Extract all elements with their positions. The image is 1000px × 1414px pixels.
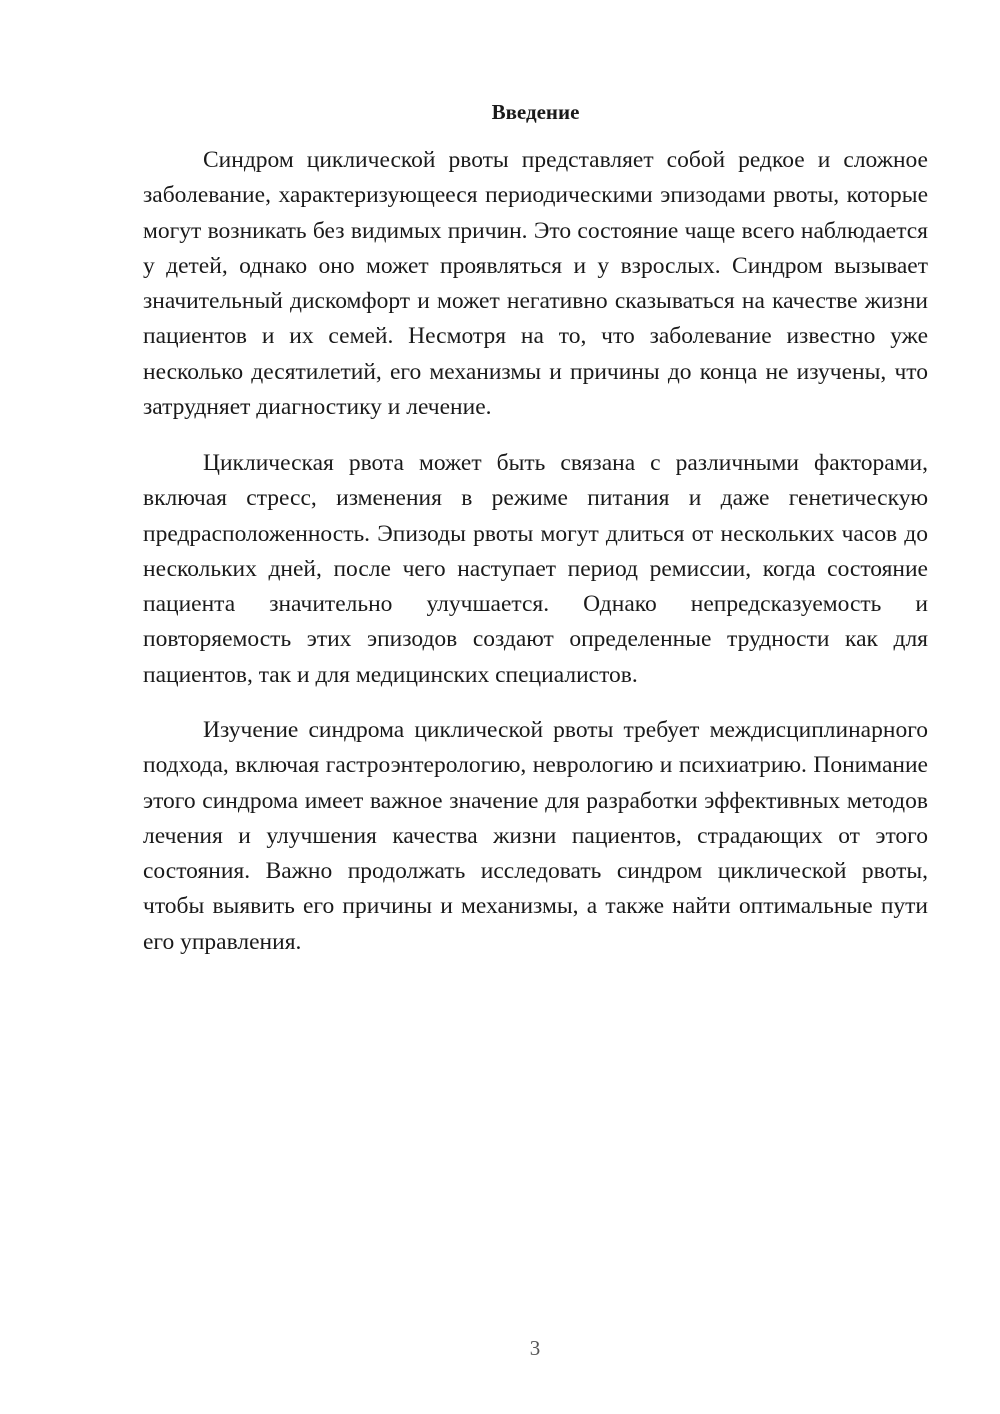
paragraph-3 <box>143 713 928 960</box>
paragraph-2 <box>143 446 928 693</box>
page-number: 3 <box>529 1336 541 1360</box>
paragraph-text: Изучение синдрома циклической рвоты требует междисциплинарного подхода, включая гастроэнтерологию, неврологию и психиатрию. Понимание этого синдрома имеет важное значение для разработки эффективных методов лечения и улучшения качества жизни пациентов, страдающих от этого состояния. Важно продолжать исследовать синдром циклической рвоты, чтобы выявить его причины и механизмы, а также найти оптимальные пути его управления. <box>143 717 928 955</box>
section-heading: Введение <box>491 100 580 124</box>
paragraph-text: Синдром циклической рвоты представляет собой редкое и сложное заболевание, характеризующееся периодическими эпизодами рвоты, которые могут возникать без видимых причин. Это состояние чаще всего наблюдается у детей, однако оно может проявляться и у взрослых. Синдром вызывает значительный дискомфорт и может негативно сказываться на качестве жизни пациентов и их семей. Несмотря на то, что заболевание известно уже несколько десятилетий, его механизмы и причины до конца не изучены, что затрудняет диагностику и лечение. <box>143 147 928 421</box>
paragraph-text: Циклическая рвота может быть связана с различными факторами, включая стресс, изменения в режиме питания и даже генетическую предрасположенность. Эпизоды рвоты могут длиться от нескольких часов до нескольких дней, после чего наступает период ремиссии, когда состояние пациента значительно улучшается. Однако непредсказуемость и повторяемость этих эпизодов создают определенные трудности как для пациентов, так и для медицинских специалистов. <box>143 450 928 688</box>
paragraph-1 <box>143 143 928 425</box>
